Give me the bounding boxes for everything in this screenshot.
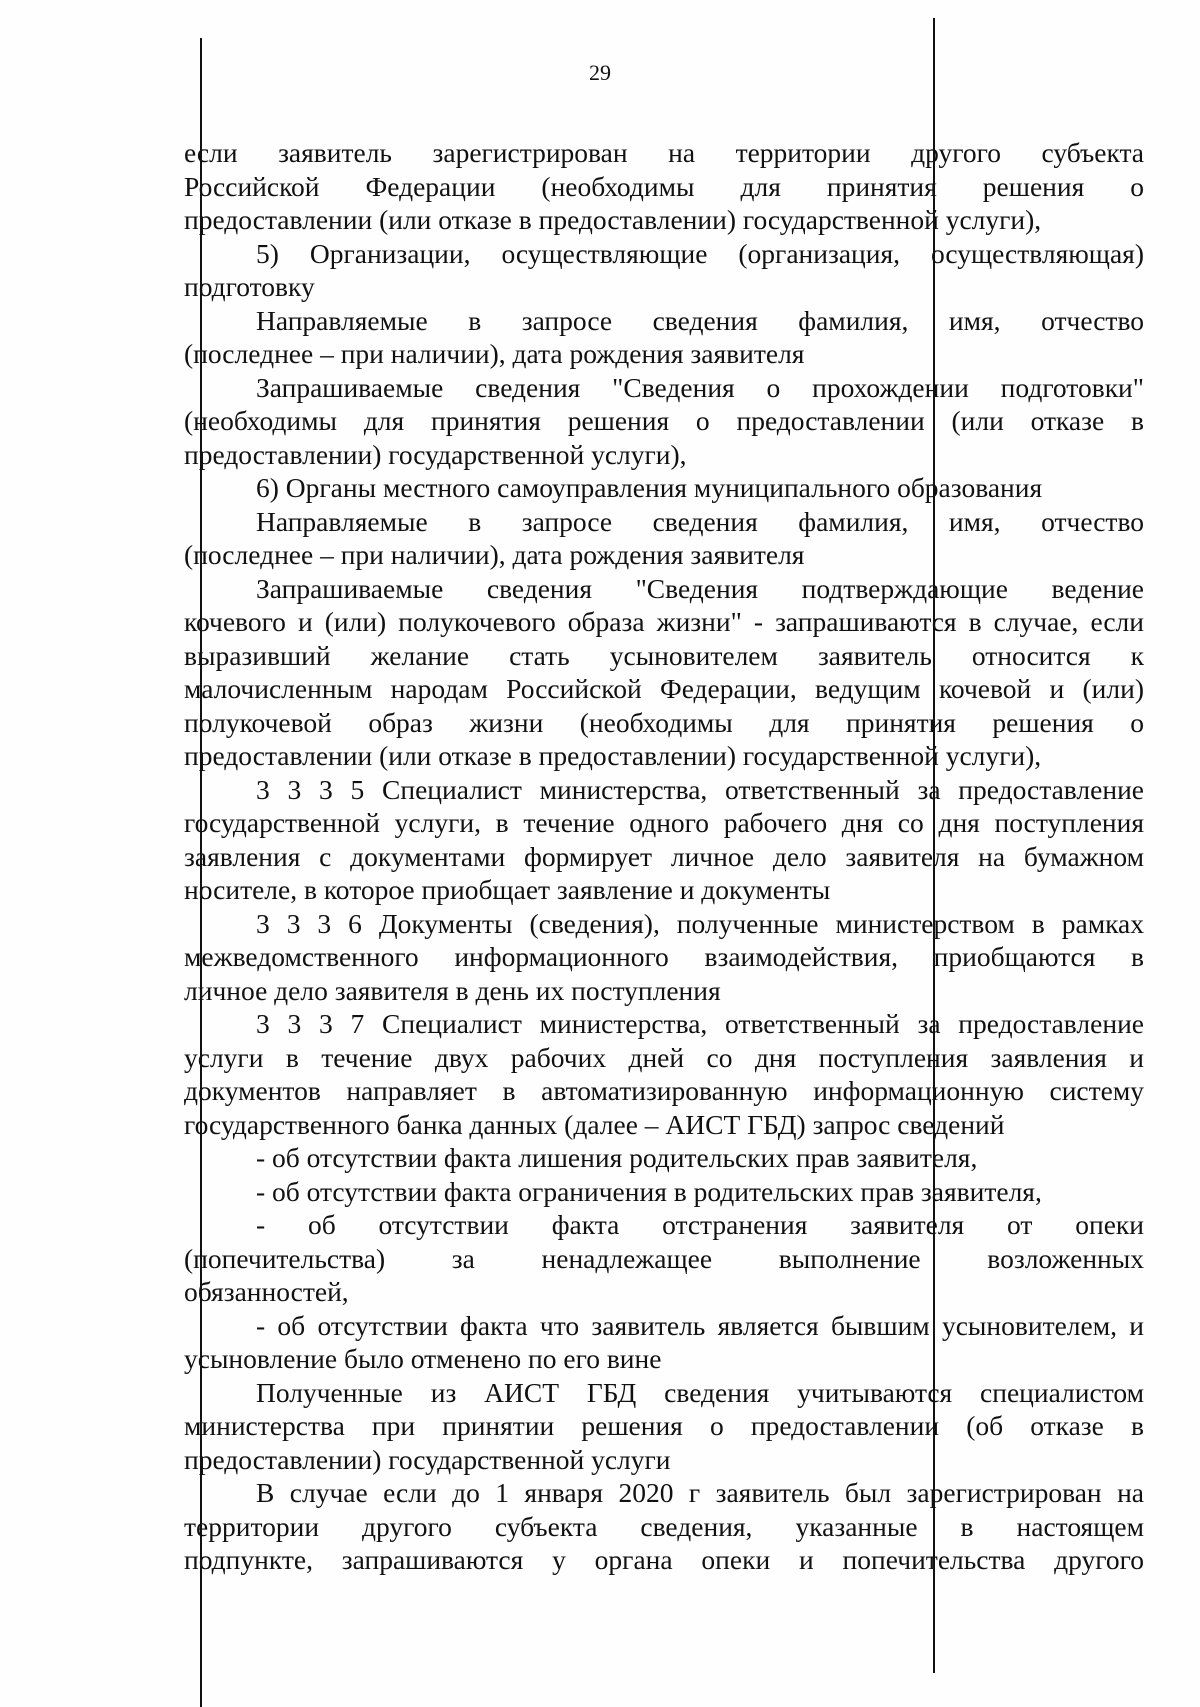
text-line: территории другого субъекта сведения, указанные в настоящем bbox=[184, 1510, 1144, 1542]
text-line: Запрашиваемые сведения "Сведения подтверждающие ведение bbox=[256, 572, 1144, 604]
page-number: 29 bbox=[589, 60, 611, 85]
text-line: полукочевой образ жизни (необходимы для принятия решения о bbox=[184, 706, 1144, 738]
text-line: малочисленным народам Российской Федерации, ведущим кочевой и (или) bbox=[184, 673, 1144, 704]
text-line: (последнее – при наличии), дата рождения заявителя bbox=[184, 338, 805, 369]
text-line: если заявитель зарегистрирован на территории другого субъекта bbox=[184, 137, 1144, 168]
text-line: В случае если до 1 января 2020 г заявитель был зарегистрирован на bbox=[256, 1477, 1144, 1508]
document-body bbox=[184, 136, 1144, 1577]
text-line: Запрашиваемые сведения "Сведения о прохождении подготовки" bbox=[256, 371, 1144, 403]
text-line: 5) Организации, осуществляющие (организация, осуществляющая) bbox=[256, 237, 1144, 269]
text-line: министерства при принятии решения о предоставлении (об отказе в bbox=[184, 1410, 1144, 1441]
text-line: Направляемые в запросе сведения фамилия, имя, отчество bbox=[256, 304, 1144, 336]
text-line: межведомственного информационного взаимодействия, приобщаются в bbox=[184, 941, 1144, 972]
text-line: предоставлении (или отказе в предоставлении) государственной услуги), bbox=[184, 740, 1042, 771]
text-line: 3 3 3 5 Специалист министерства, ответственный за предоставление bbox=[256, 773, 1144, 805]
text-line: усыновление было отменено по его вине bbox=[184, 1343, 662, 1374]
text-line: заявления с документами формирует личное дело заявителя на бумажном bbox=[184, 840, 1144, 872]
text-line: 6) Органы местного самоуправления муниципального образования bbox=[256, 472, 1043, 503]
text-line: предоставлении) государственной услуги), bbox=[184, 438, 687, 470]
text-line: - об отсутствии факта что заявитель является бывшим усыновителем, и bbox=[256, 1309, 1144, 1341]
text-line: Полученные из АИСТ ГБД сведения учитываются специалистом bbox=[256, 1376, 1144, 1408]
text-line: подпункте, запрашиваются у органа опеки и попечительства другого bbox=[184, 1544, 1144, 1575]
text-line: подготовку bbox=[184, 271, 315, 302]
text-line: (последнее – при наличии), дата рождения заявителя bbox=[184, 539, 805, 570]
text-line: предоставлении) государственной услуги bbox=[184, 1443, 671, 1475]
text-line: - об отсутствии факта лишения родительских прав заявителя, bbox=[256, 1142, 978, 1173]
text-line: Российской Федерации (необходимы для принятия решения о bbox=[184, 170, 1144, 202]
text-line: услуги в течение двух рабочих дней со дня поступления заявления и bbox=[184, 1041, 1144, 1073]
text-line: Направляемые в запросе сведения фамилия, имя, отчество bbox=[256, 505, 1144, 537]
text-line: государственной услуги, в течение одного рабочего дня со дня поступления bbox=[184, 807, 1144, 838]
text-line: выразивший желание стать усыновителем заявитель относится к bbox=[184, 639, 1144, 671]
text-line: (необходимы для принятия решения о предоставлении (или отказе в bbox=[184, 405, 1144, 436]
text-line: - об отсутствии факта отстранения заявителя от опеки bbox=[256, 1209, 1144, 1240]
text-line: 3 3 3 6 Документы (сведения), полученные министерством в рамках bbox=[256, 907, 1144, 939]
text-line: государственного банка данных (далее – АИСТ ГБД) запрос сведений bbox=[184, 1108, 1005, 1140]
text-line: кочевого и (или) полукочевого образа жизни" - запрашиваются в случае, если bbox=[184, 606, 1144, 637]
text-line: носителе, в которое приобщает заявление и документы bbox=[184, 874, 831, 905]
text-line: (попечительства) за ненадлежащее выполнение возложенных bbox=[184, 1242, 1144, 1274]
text-line: предоставлении (или отказе в предоставлении) государственной услуги), bbox=[184, 204, 1042, 235]
text-line: обязанностей, bbox=[184, 1276, 349, 1307]
text-line: документов направляет в автоматизированную информационную систему bbox=[184, 1075, 1144, 1106]
text-line: личное дело заявителя в день их поступления bbox=[184, 974, 721, 1006]
text-line: 3 3 3 7 Специалист министерства, ответственный за предоставление bbox=[256, 1008, 1144, 1039]
text-line: - об отсутствии факта ограничения в родительских прав заявителя, bbox=[256, 1175, 1042, 1207]
